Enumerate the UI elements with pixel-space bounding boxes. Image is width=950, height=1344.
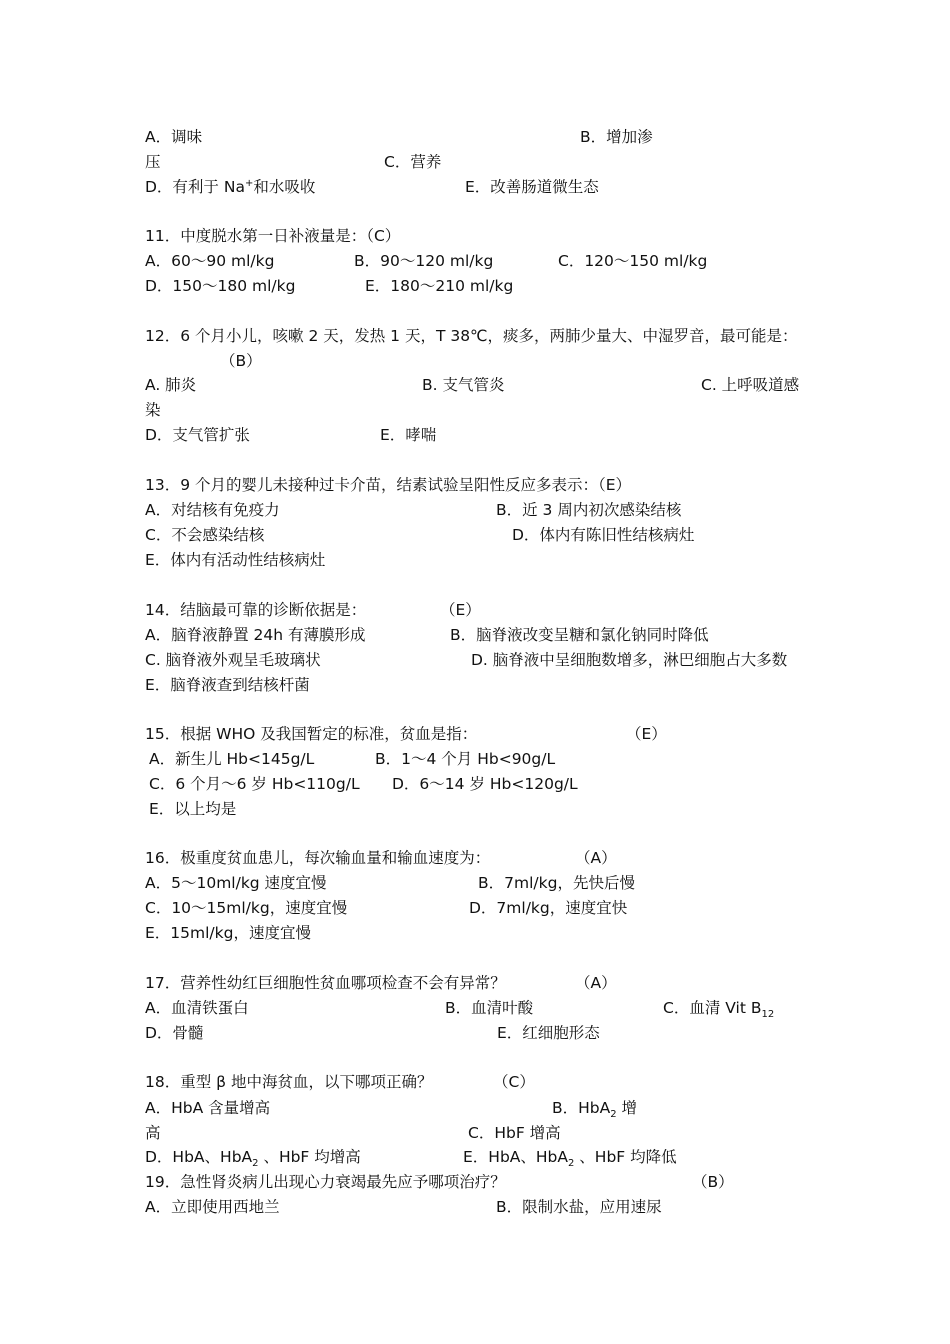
q13-option-c: C．不会感染结核 bbox=[145, 526, 265, 544]
q10-option-c: C．营养 bbox=[384, 153, 442, 171]
q11-option-e: E．180～210 ml/kg bbox=[365, 277, 514, 295]
q12-option-e: E．哮喘 bbox=[380, 426, 437, 444]
q13-stem: 13．9 个月的婴儿未接种过卡介苗，结素试验呈阳性反应多表示：（E） bbox=[145, 476, 632, 494]
q14-option-a: A．脑脊液静置 24h 有薄膜形成 bbox=[145, 626, 366, 644]
q12-answer: （B） bbox=[220, 352, 262, 370]
q15-option-d: D．6～14 岁 Hb<120g/L bbox=[392, 775, 578, 793]
q16-answer: （A） bbox=[575, 849, 617, 867]
q15-option-b: B．1～4 个月 Hb<90g/L bbox=[375, 750, 556, 768]
q14-option-e: E．脑脊液查到结核杆菌 bbox=[145, 676, 310, 694]
q11-stem: 11．中度脱水第一日补液量是：（C） bbox=[145, 227, 401, 245]
q16-stem: 16．极重度贫血患儿，每次输血量和输血速度为： bbox=[145, 849, 491, 867]
q19-option-a: A．立即使用西地兰 bbox=[145, 1198, 280, 1216]
q10-option-b: B．增加渗 bbox=[580, 128, 653, 146]
q15-answer: （E） bbox=[626, 725, 667, 743]
q19-answer: （B） bbox=[692, 1173, 734, 1191]
q11-option-c: C．120～150 ml/kg bbox=[558, 252, 708, 270]
q16-option-c: C．10～15ml/kg，速度宜慢 bbox=[145, 899, 348, 917]
q10-option-a: A．调味 bbox=[145, 128, 203, 146]
q17-option-d: D．骨髓 bbox=[145, 1024, 204, 1042]
q16-option-e: E．15ml/kg，速度宜慢 bbox=[145, 924, 311, 942]
q18-answer: （C） bbox=[493, 1073, 535, 1091]
q18-option-e: E．HbA、HbA$_2$ 、HbF 均降低 bbox=[463, 1148, 677, 1169]
q17-option-c: C．血清 Vit $B_{12}$ bbox=[663, 999, 775, 1020]
q14-answer: （E） bbox=[440, 601, 481, 619]
q12-option-c-continued: 染 bbox=[145, 401, 161, 419]
q18-option-b-continued: 高 bbox=[145, 1124, 161, 1142]
q17-answer: （A） bbox=[575, 974, 617, 992]
q14-stem: 14．结脑最可靠的诊断依据是： bbox=[145, 601, 367, 619]
q13-option-a: A．对结核有免疫力 bbox=[145, 501, 280, 519]
q19-stem: 19．急性肾炎病儿出现心力衰竭最先应予哪项治疗？ bbox=[145, 1173, 506, 1191]
q16-option-a: A．5～10ml/kg 速度宜慢 bbox=[145, 874, 327, 892]
q12-option-d: D．支气管扩张 bbox=[145, 426, 250, 444]
q19-option-b: B．限制水盐，应用速尿 bbox=[496, 1198, 662, 1216]
q15-option-c: C．6 个月～6 岁 Hb<110g/L bbox=[149, 775, 360, 793]
q12-stem: 12．6 个月小儿，咳嗽 2 天，发热 1 天，T 38℃，痰多，两肺少量大、中湿罗音，最可能是： bbox=[145, 327, 798, 345]
q18-option-d: D．HbA、HbA$_2$ 、HbF 均增高 bbox=[145, 1148, 361, 1169]
q13-option-e: E．体内有活动性结核病灶 bbox=[145, 551, 326, 569]
q14-option-b: B．脑脊液改变呈糖和氯化钠同时降低 bbox=[450, 626, 709, 644]
q10-option-d: D．有利于 Na+和水吸收 bbox=[145, 178, 316, 196]
q16-option-b: B．7ml/kg，先快后慢 bbox=[478, 874, 635, 892]
q11-option-d: D．150～180 ml/kg bbox=[145, 277, 296, 295]
q16-option-d: D．7ml/kg，速度宜快 bbox=[469, 899, 628, 917]
q14-option-d: D. 脑脊液中呈细胞数增多，淋巴细胞占大多数 bbox=[471, 651, 788, 669]
q10-option-b-continued: 压 bbox=[145, 153, 161, 171]
q13-option-d: D．体内有陈旧性结核病灶 bbox=[512, 526, 695, 544]
q18-option-a: A．HbA 含量增高 bbox=[145, 1099, 271, 1117]
q10-option-e: E．改善肠道微生态 bbox=[465, 178, 599, 196]
q15-option-e: E．以上均是 bbox=[149, 800, 237, 818]
q12-option-c: C. 上呼吸道感 bbox=[701, 376, 800, 394]
q18-stem: 18．重型 β 地中海贫血，以下哪项正确？ bbox=[145, 1073, 433, 1091]
q17-option-e: E．红细胞形态 bbox=[497, 1024, 600, 1042]
q13-option-b: B．近 3 周内初次感染结核 bbox=[496, 501, 682, 519]
q17-stem: 17．营养性幼红巨细胞性贫血哪项检查不会有异常？ bbox=[145, 974, 506, 992]
q15-stem: 15．根据 WHO 及我国暂定的标准，贫血是指： bbox=[145, 725, 478, 743]
q14-option-c: C. 脑脊液外观呈毛玻璃状 bbox=[145, 651, 321, 669]
q11-option-b: B．90～120 ml/kg bbox=[354, 252, 494, 270]
q15-option-a: A．新生儿 Hb<145g/L bbox=[149, 750, 315, 768]
q12-option-b: B. 支气管炎 bbox=[422, 376, 505, 394]
q11-option-a: A．60～90 ml/kg bbox=[145, 252, 275, 270]
q18-option-c: C．HbF 增高 bbox=[468, 1124, 561, 1142]
q18-option-b: B．HbA$_2$ 增 bbox=[552, 1099, 638, 1120]
q12-option-a: A. 肺炎 bbox=[145, 376, 197, 394]
q17-option-a: A．血清铁蛋白 bbox=[145, 999, 249, 1017]
q17-option-b: B．血清叶酸 bbox=[445, 999, 534, 1017]
